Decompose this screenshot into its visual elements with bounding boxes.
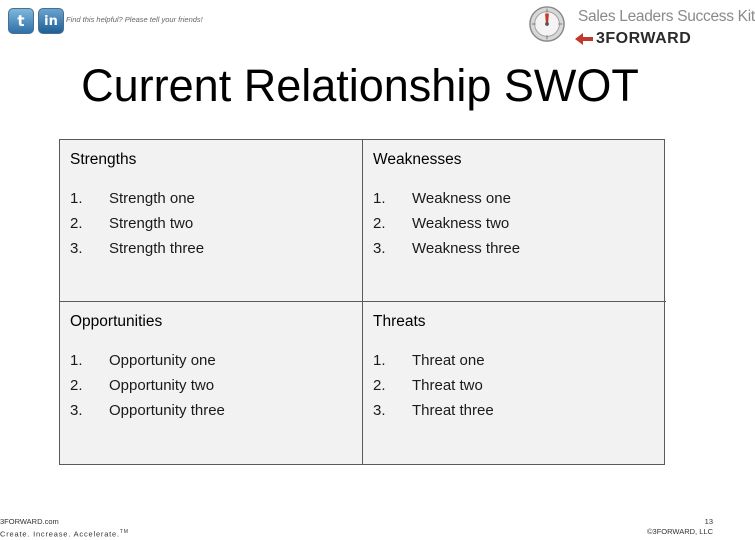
item-number: 2. [70, 215, 83, 232]
item-number: 2. [373, 377, 386, 394]
item-text: Opportunity three [109, 402, 225, 419]
slogan-text: Create. Increase. Accelerate. [0, 529, 120, 539]
weaknesses-heading: Weaknesses [373, 151, 462, 168]
list-item [70, 215, 204, 240]
social-links [8, 8, 64, 34]
twitter-glyph: t [17, 12, 25, 30]
item-text: Opportunity one [109, 352, 216, 369]
gauge-icon [528, 5, 566, 43]
item-text: Strength two [109, 215, 194, 232]
company-logo [573, 30, 691, 48]
opportunities-quadrant [60, 302, 363, 464]
strengths-heading: Strengths [70, 151, 137, 168]
swot-grid [59, 139, 665, 465]
brand-block [528, 5, 755, 49]
list-item [373, 215, 520, 240]
item-text: Threat two [412, 377, 483, 394]
threats-heading: Threats [373, 313, 426, 330]
item-text: Weakness two [412, 215, 510, 232]
item-number: 1. [373, 352, 386, 369]
item-number: 3. [70, 240, 83, 257]
list-item [70, 377, 225, 402]
item-text: Threat one [412, 352, 485, 369]
logo-text: 3FORWARD [596, 30, 692, 47]
list-item [373, 190, 520, 215]
item-number: 1. [70, 352, 83, 369]
copyright: ©3FORWARD, LLC [647, 527, 713, 536]
strengths-list [70, 190, 204, 265]
site-link[interactable]: 3FORWARD.com [0, 517, 59, 526]
twitter-icon[interactable] [8, 8, 34, 34]
page-number: 13 [704, 517, 713, 526]
slogan [0, 527, 129, 540]
item-number: 2. [70, 377, 83, 394]
footer-right [647, 517, 713, 537]
trademark: TM [119, 529, 129, 535]
item-number: 3. [373, 240, 386, 257]
threats-quadrant [363, 302, 666, 464]
item-text: Strength one [109, 190, 195, 207]
item-number: 2. [373, 215, 386, 232]
share-tagline: Find this helpful? Please tell your friends! [66, 15, 203, 24]
list-item [70, 190, 204, 215]
list-item [70, 402, 225, 427]
item-text: Opportunity two [109, 377, 215, 394]
item-number: 3. [373, 402, 386, 419]
item-number: 1. [70, 190, 83, 207]
kit-title: Sales Leaders Success Kit [578, 8, 755, 25]
list-item [373, 240, 520, 265]
opportunities-heading: Opportunities [70, 313, 163, 330]
page-title: Current Relationship SWOT [81, 60, 639, 111]
footer-left [0, 517, 129, 540]
list-item [70, 352, 225, 377]
threats-list [373, 352, 494, 427]
weaknesses-list [373, 190, 520, 265]
list-item [373, 352, 494, 377]
weaknesses-quadrant [363, 140, 666, 302]
linkedin-icon[interactable] [38, 8, 64, 34]
item-text: Threat three [412, 402, 494, 419]
logo-mark-icon [573, 31, 595, 47]
item-number: 3. [70, 402, 83, 419]
opportunities-list [70, 352, 225, 427]
list-item [70, 240, 204, 265]
list-item [373, 402, 494, 427]
strengths-quadrant [60, 140, 363, 302]
item-text: Strength three [109, 240, 205, 257]
item-text: Weakness three [412, 240, 521, 257]
item-text: Weakness one [412, 190, 511, 207]
item-number: 1. [373, 190, 386, 207]
list-item [373, 377, 494, 402]
linkedin-glyph: in [44, 13, 58, 29]
